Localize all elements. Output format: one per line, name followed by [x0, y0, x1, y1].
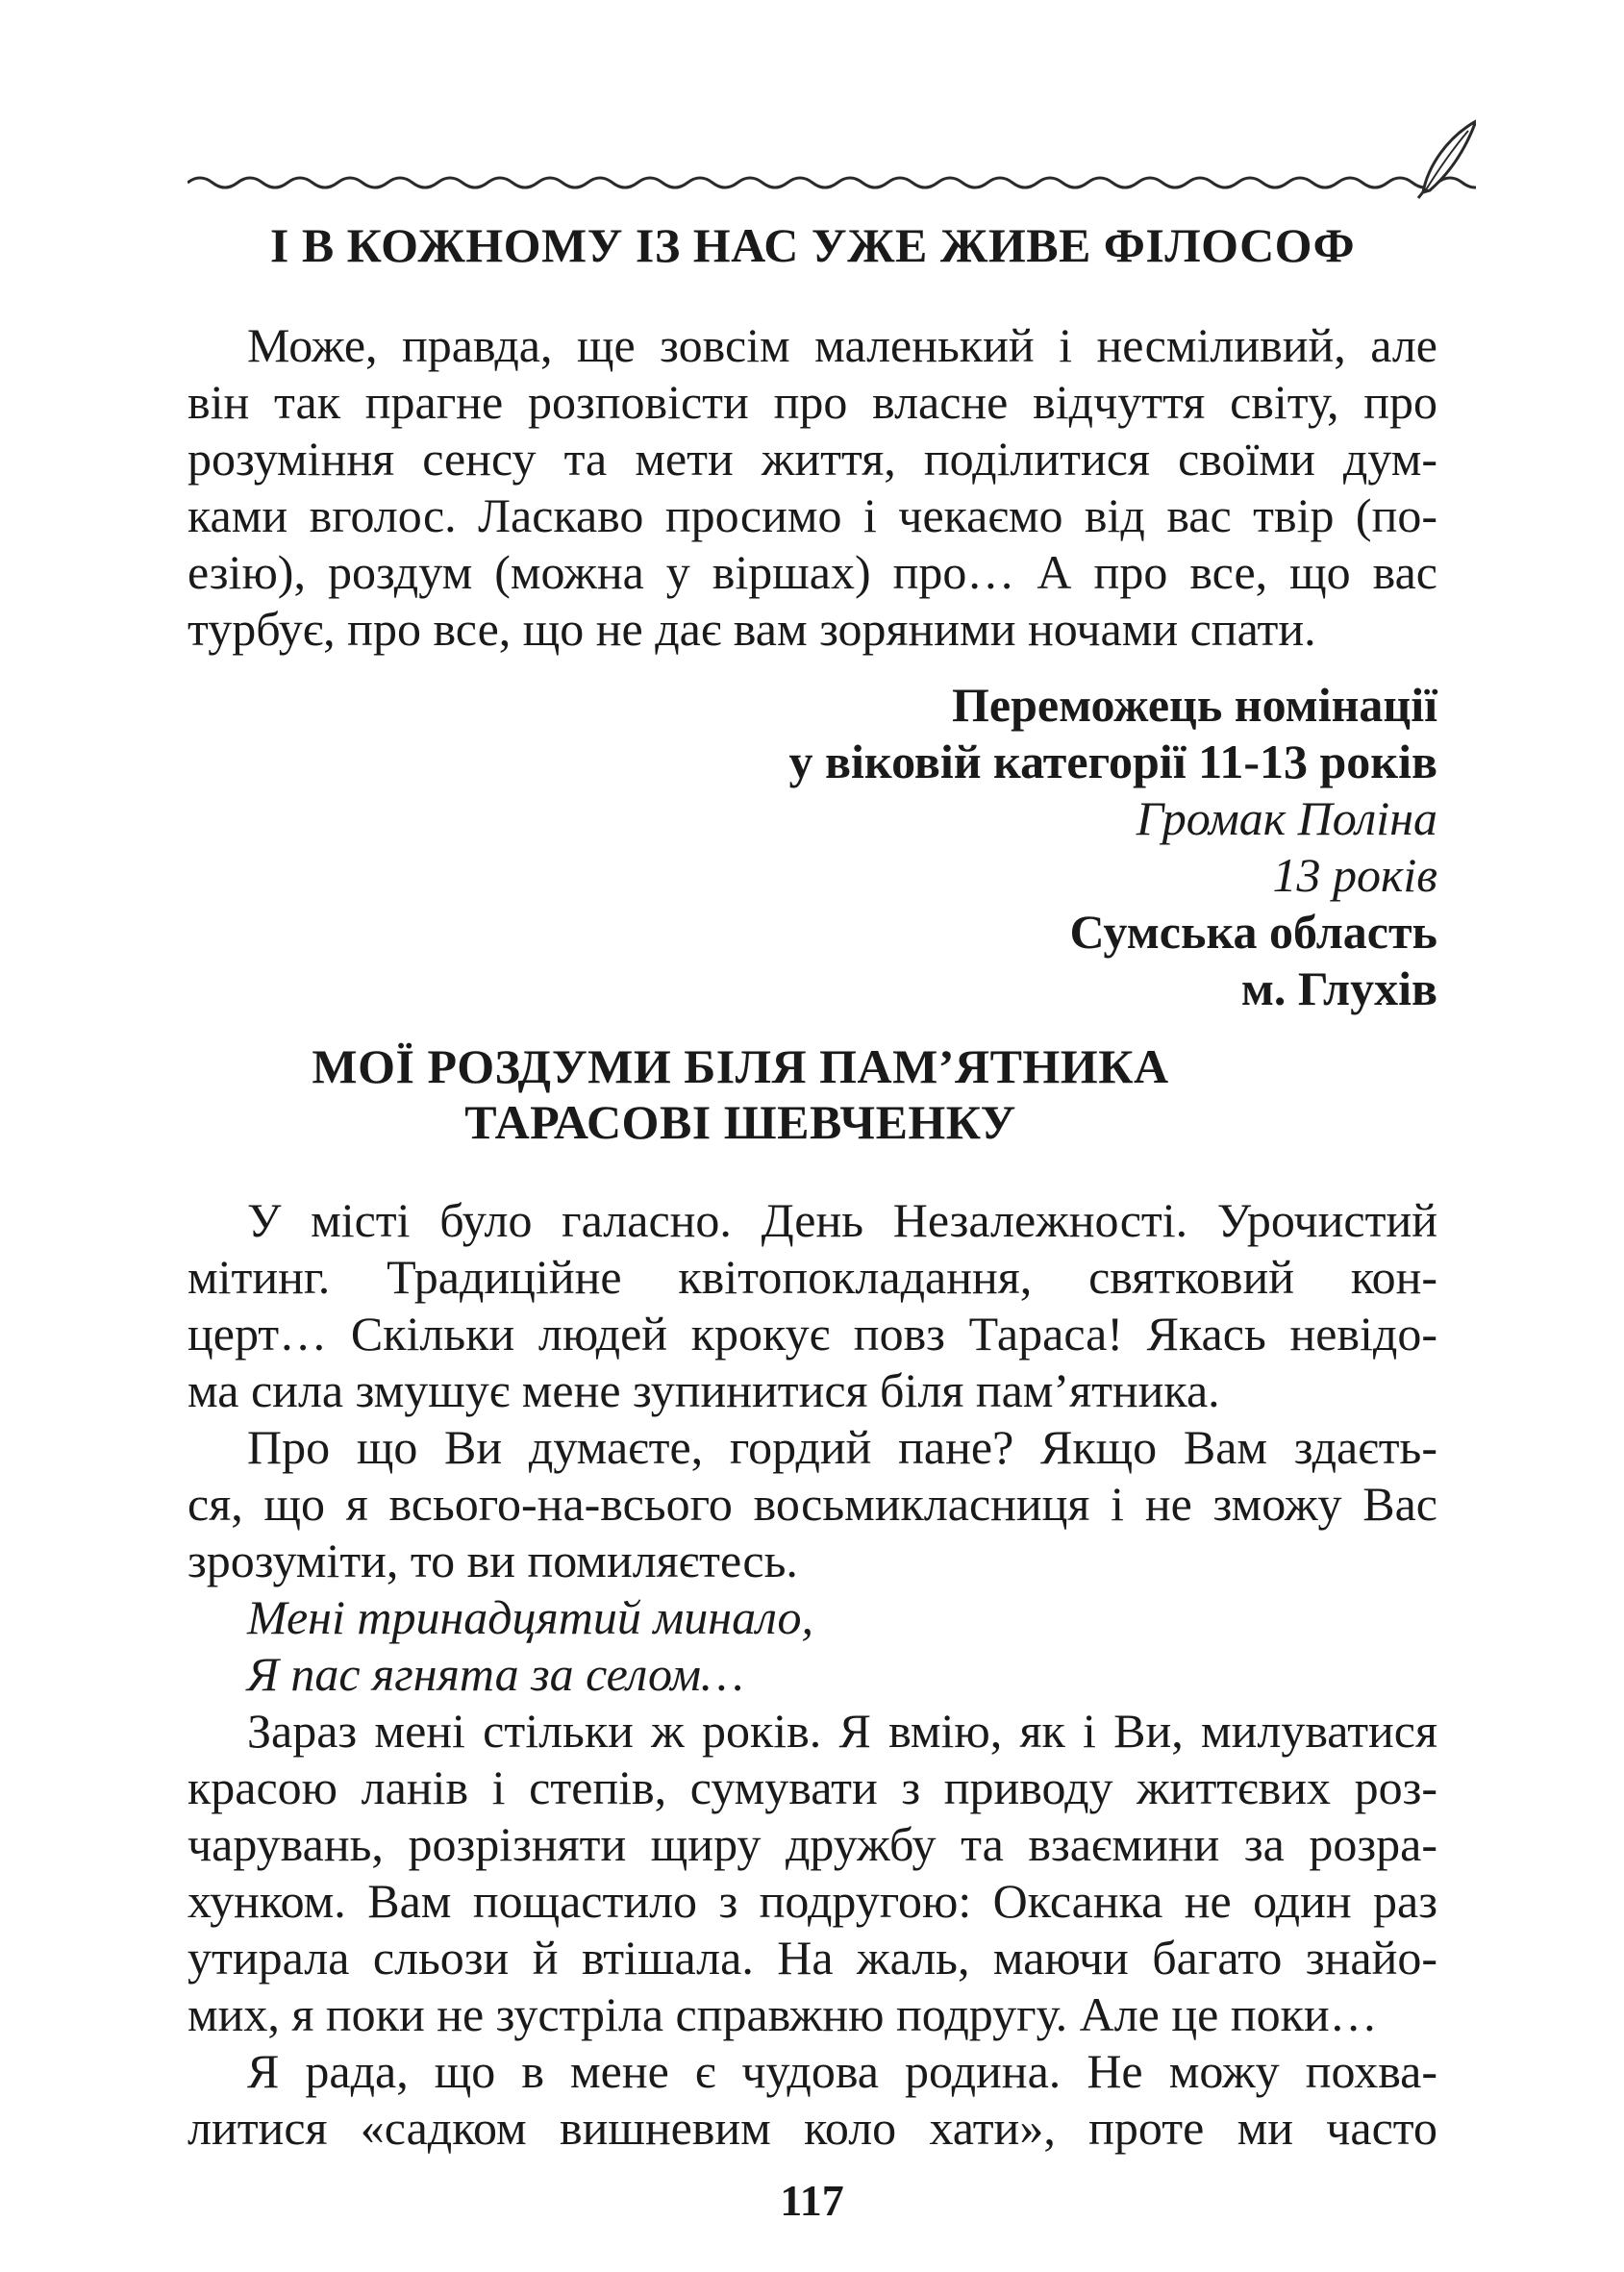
essay-paragraph-4	[187, 2043, 1437, 2157]
section-title: І В КОЖНОМУ ІЗ НАС УЖЕ ЖИВЕ ФІЛОСОФ	[269, 218, 1356, 272]
text-line: зрозуміти, то ви помиляєтесь.	[187, 1534, 798, 1587]
text-line: Зараз мені стільки ж років. Я вмію, як і Ви, милуватися	[247, 1704, 1437, 1758]
author-name: Громак Поліна	[1136, 791, 1437, 845]
page-number: 117	[780, 2176, 844, 2225]
text-line: ма сила змушує мене зупинитися біля пам’ятника.	[187, 1363, 1220, 1417]
essay-title-line: ТАРАСОВІ ШЕВЧЕНКУ	[464, 1095, 1016, 1149]
essay-paragraph-2	[187, 1419, 1437, 1589]
wavy-line-with-quill-icon	[187, 113, 1476, 200]
text-line: розуміння сенсу та мети життя, поділитися своїми дум-	[187, 432, 1437, 486]
text-line: він так прагне розповісти про власне відчуття світу, про	[187, 375, 1437, 429]
award-category: у віковій категорії 11-13 років	[788, 735, 1437, 788]
text-line: Про що Ви думаєте, гордий пане? Якщо Вам здаєть-	[247, 1420, 1437, 1474]
text-line: мих, я поки не зустріла справжню подругу. Але це поки…	[187, 1987, 1378, 2041]
text-line: Може, правда, ще зовсім маленький і несміливий, але	[247, 318, 1437, 372]
essay-paragraph-3	[187, 1703, 1437, 2043]
essay-paragraph-1	[187, 1192, 1437, 1419]
essay-title-line: МОЇ РОЗДУМИ БІЛЯ ПАМ’ЯТНИКА	[312, 1039, 1169, 1093]
shevchenko-quote	[247, 1589, 813, 1703]
text-line: литися «садком вишневим коло хати», проте ми часто	[187, 2101, 1437, 2155]
author-region: Сумська область	[1069, 905, 1437, 959]
author-city: м. Глухів	[1240, 961, 1437, 1015]
text-line: Я рада, що в мене є чудова родина. Не можу похва-	[247, 2044, 1437, 2098]
author-age: 13 років	[1272, 848, 1437, 902]
text-line: У місті було галасно. День Незалежності. Урочистий	[247, 1193, 1437, 1247]
text-line: утирала сльози й втішала. На жаль, маючи багато знайо-	[187, 1931, 1437, 1985]
winner-signature	[572, 677, 1437, 1017]
text-line: ками вголос. Ласкаво просимо і чекаємо від вас твір (по-	[187, 488, 1437, 542]
essay-title	[231, 1038, 1250, 1150]
verse-line: Мені тринадцятий минало,	[247, 1590, 814, 1644]
text-line: турбує, про все, що не дає вам зоряними ночами спати.	[187, 602, 1316, 656]
text-line: чарувань, розрізняти щиру дружбу та взаємини за розра-	[187, 1817, 1437, 1871]
text-line: езію), роздум (можна у віршах) про… А про все, що вас	[187, 545, 1437, 599]
award-title: Переможець номінації	[952, 678, 1437, 732]
intro-paragraph	[187, 317, 1437, 658]
text-line: красою ланів і степів, сумувати з приводу життєвих роз-	[187, 1760, 1437, 1814]
text-line: хунком. Вам пощастило з подругою: Оксанка не один раз	[187, 1874, 1437, 1928]
text-line: церт… Скільки людей крокує повз Тараса! Якась невідо-	[187, 1307, 1437, 1361]
text-line: мітинг. Традиційне квітопокладання, святковий кон-	[187, 1250, 1437, 1304]
verse-line: Я пас ягнята за селом…	[247, 1647, 744, 1701]
text-line: ся, що я всього-на-всього восьмикласниця і не зможу Вас	[187, 1477, 1437, 1531]
